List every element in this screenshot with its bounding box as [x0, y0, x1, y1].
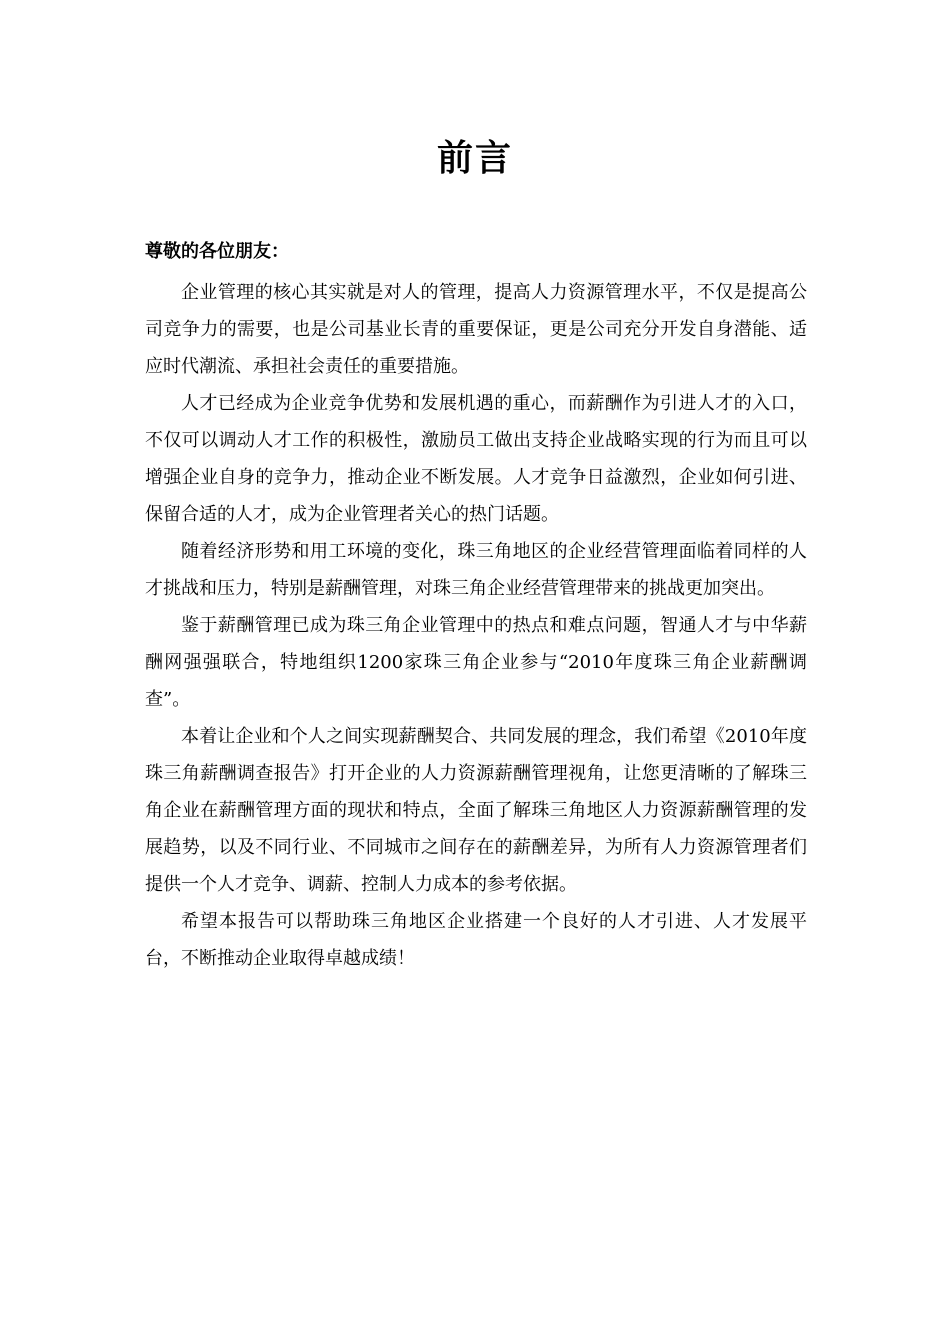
- greeting: 尊敬的各位朋友：: [145, 241, 289, 262]
- document-body: [145, 274, 807, 977]
- paragraph-5: 本着让企业和个人之间实现薪酬契合、共同发展的理念，我们希望《2010年度珠三角薪酬调查报告》打开企业的人力资源薪酬管理视角，让您更清晰的了解珠三角企业在薪酬管理方面的现状和特点，全面了解珠三角地区人力资源薪酬管理的发展趋势，以及不同行业、不同城市之间存在的薪酬差异，为所有人力资源管理者们提供一个人才竞争、调薪、控制人力成本的参考依据。: [145, 726, 807, 895]
- paragraph-3: 随着经济形势和用工环境的变化，珠三角地区的企业经营管理面临着同样的人才挑战和压力，特别是薪酬管理，对珠三角企业经营管理带来的挑战更加突出。: [145, 541, 807, 599]
- paragraph-1: 企业管理的核心其实就是对人的管理，提高人力资源管理水平，不仅是提高公司竞争力的需要，也是公司基业长青的重要保证，更是公司充分开发自身潜能、适应时代潮流、承担社会责任的重要措施。: [145, 282, 807, 377]
- paragraph-4: 鉴于薪酬管理已成为珠三角企业管理中的热点和难点问题，智通人才与中华薪酬网强强联合，特地组织1200家珠三角企业参与“2010年度珠三角企业薪酬调查”。: [145, 615, 807, 710]
- page-title: 前言: [436, 138, 513, 179]
- paragraph-6: 希望本报告可以帮助珠三角地区企业搭建一个良好的人才引进、人才发展平台，不断推动企业取得卓越成绩！: [145, 911, 807, 969]
- paragraph-2: 人才已经成为企业竞争优势和发展机遇的重心，而薪酬作为引进人才的入口，不仅可以调动人才工作的积极性，激励员工做出支持企业战略实现的行为而且可以增强企业自身的竞争力，推动企业不断发展。人才竞争日益激烈，企业如何引进、保留合适的人才，成为企业管理者关心的热门话题。: [145, 393, 807, 525]
